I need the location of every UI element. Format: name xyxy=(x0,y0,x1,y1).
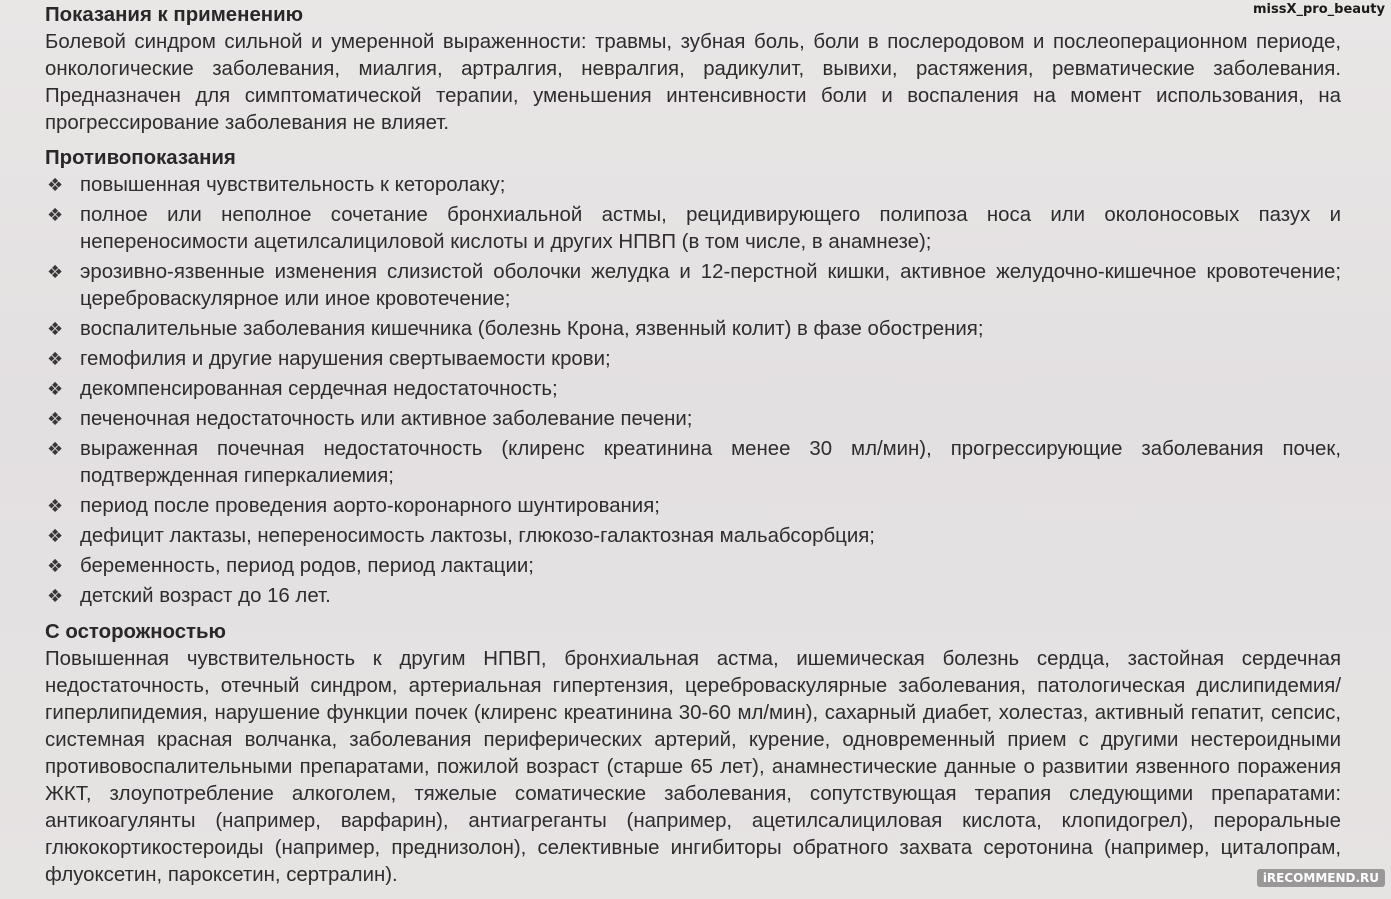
contraindication-text: повышенная чувствительность к кеторолаку; xyxy=(80,174,506,196)
contraindication-text: период после проведения аорто-коронарного шунтирования; xyxy=(80,495,660,517)
contraindication-item xyxy=(45,346,1341,373)
contraindication-text: печеночная недостаточность или активное заболевание печени; xyxy=(80,408,693,430)
caution-text: Повышенная чувствительность к другим НПВП, бронхиальная астма, ишемическая болезнь сердца, застойная сердечная недостаточность, отечный синдром, артериальная гипертензия, цереброваскулярные заболевания, патологическая дислипидемия/гиперлипидемия, нарушение функции почек (клиренс креатинина 30-60 мл/мин), сахарный диабет, холестаз, активный гепатит, сепсис, системная красная волчанка, заболевания периферических артерий, курение, одновременный прием с другими нестероидными противовоспалительными препаратами, пожилой возраст (старше 65 лет), анамнестические данные о развитии язвенного поражения ЖКТ, злоупотребление алкоголем, тяжелые соматические заболевания, сопутствующая терапия следующими препаратами: антикоагулянты (например, варфарин), антиагреганты (например, ацетилсалициловая кислота, клопидогрел), пероральные глюкокортикостероиды (например, преднизолон), селективные ингибиторы обратного захвата серотонина (например, циталопрам, флуоксетин, пароксетин, сертралин). xyxy=(45,648,1341,886)
diamond-bullet-icon: ❖ xyxy=(47,496,64,516)
diamond-bullet-icon: ❖ xyxy=(47,526,64,546)
contraindication-item xyxy=(45,259,1341,313)
contraindication-item xyxy=(45,202,1341,256)
contraindication-text: дефицит лактазы, непереносимость лактозы, глюкозо-галактозная мальабсорбция; xyxy=(80,525,875,547)
diamond-bullet-icon: ❖ xyxy=(47,205,64,225)
caution-title: С осторожностью xyxy=(45,621,226,643)
contraindication-item xyxy=(45,493,1341,520)
diamond-bullet-icon: ❖ xyxy=(47,556,64,576)
contraindication-text: декомпенсированная сердечная недостаточность; xyxy=(80,378,558,400)
contraindications-title: Противопоказания xyxy=(45,147,236,169)
document-body xyxy=(45,2,1341,889)
watermark-site: iRECOMMEND.RU xyxy=(1257,869,1385,887)
contraindication-text: полное или неполное сочетание бронхиальной астмы, рецидивирующего полипоза носа или околоносовых пазух и непереносимости ацетилсалициловой кислоты и других НПВП (в том числе, в анамнезе); xyxy=(80,204,1341,253)
contraindication-text: выраженная почечная недостаточность (клиренс креатинина менее 30 мл/мин), прогрессирующие заболевания почек, подтвержденная гиперкалиемия; xyxy=(80,438,1341,487)
contraindication-text: беременность, период родов, период лактации; xyxy=(80,555,534,577)
indications-text: Болевой синдром сильной и умеренной выраженности: травмы, зубная боль, боли в послеродовом и послеоперационном периоде, онкологические заболевания, миалгия, артралгия, невралгия, радикулит, вывихи, растяжения, ревматические заболевания. Предназначен для симптоматической терапии, уменьшения интенсивности боли и воспаления на момент использования, на прогрессирование заболевания не влияет. xyxy=(45,31,1341,134)
watermark-author: missX_pro_beauty xyxy=(1253,2,1385,17)
contraindication-text: детский возраст до 16 лет. xyxy=(80,585,331,607)
contraindication-item xyxy=(45,406,1341,433)
diamond-bullet-icon: ❖ xyxy=(47,439,64,459)
contraindication-item xyxy=(45,316,1341,343)
contraindication-item xyxy=(45,583,1341,610)
diamond-bullet-icon: ❖ xyxy=(47,349,64,369)
contraindication-item xyxy=(45,553,1341,580)
contraindications-list xyxy=(45,172,1341,610)
diamond-bullet-icon: ❖ xyxy=(47,586,64,606)
contraindication-item xyxy=(45,376,1341,403)
indications-section xyxy=(45,2,1341,137)
contraindication-text: воспалительные заболевания кишечника (болезнь Крона, язвенный колит) в фазе обострения; xyxy=(80,318,984,340)
diamond-bullet-icon: ❖ xyxy=(47,379,64,399)
contraindications-section xyxy=(45,145,1341,610)
diamond-bullet-icon: ❖ xyxy=(47,319,64,339)
contraindication-item xyxy=(45,172,1341,199)
contraindication-text: гемофилия и другие нарушения свертываемости крови; xyxy=(80,348,611,370)
indications-title: Показания к применению xyxy=(45,4,304,26)
contraindication-item xyxy=(45,436,1341,490)
caution-section xyxy=(45,619,1341,889)
diamond-bullet-icon: ❖ xyxy=(47,409,64,429)
diamond-bullet-icon: ❖ xyxy=(47,262,64,282)
contraindication-item xyxy=(45,523,1341,550)
contraindication-text: эрозивно-язвенные изменения слизистой оболочки желудка и 12-перстной кишки, активное желудочно-кишечное кровотечение; цереброваскулярное или иное кровотечение; xyxy=(80,261,1341,310)
diamond-bullet-icon: ❖ xyxy=(47,175,64,195)
